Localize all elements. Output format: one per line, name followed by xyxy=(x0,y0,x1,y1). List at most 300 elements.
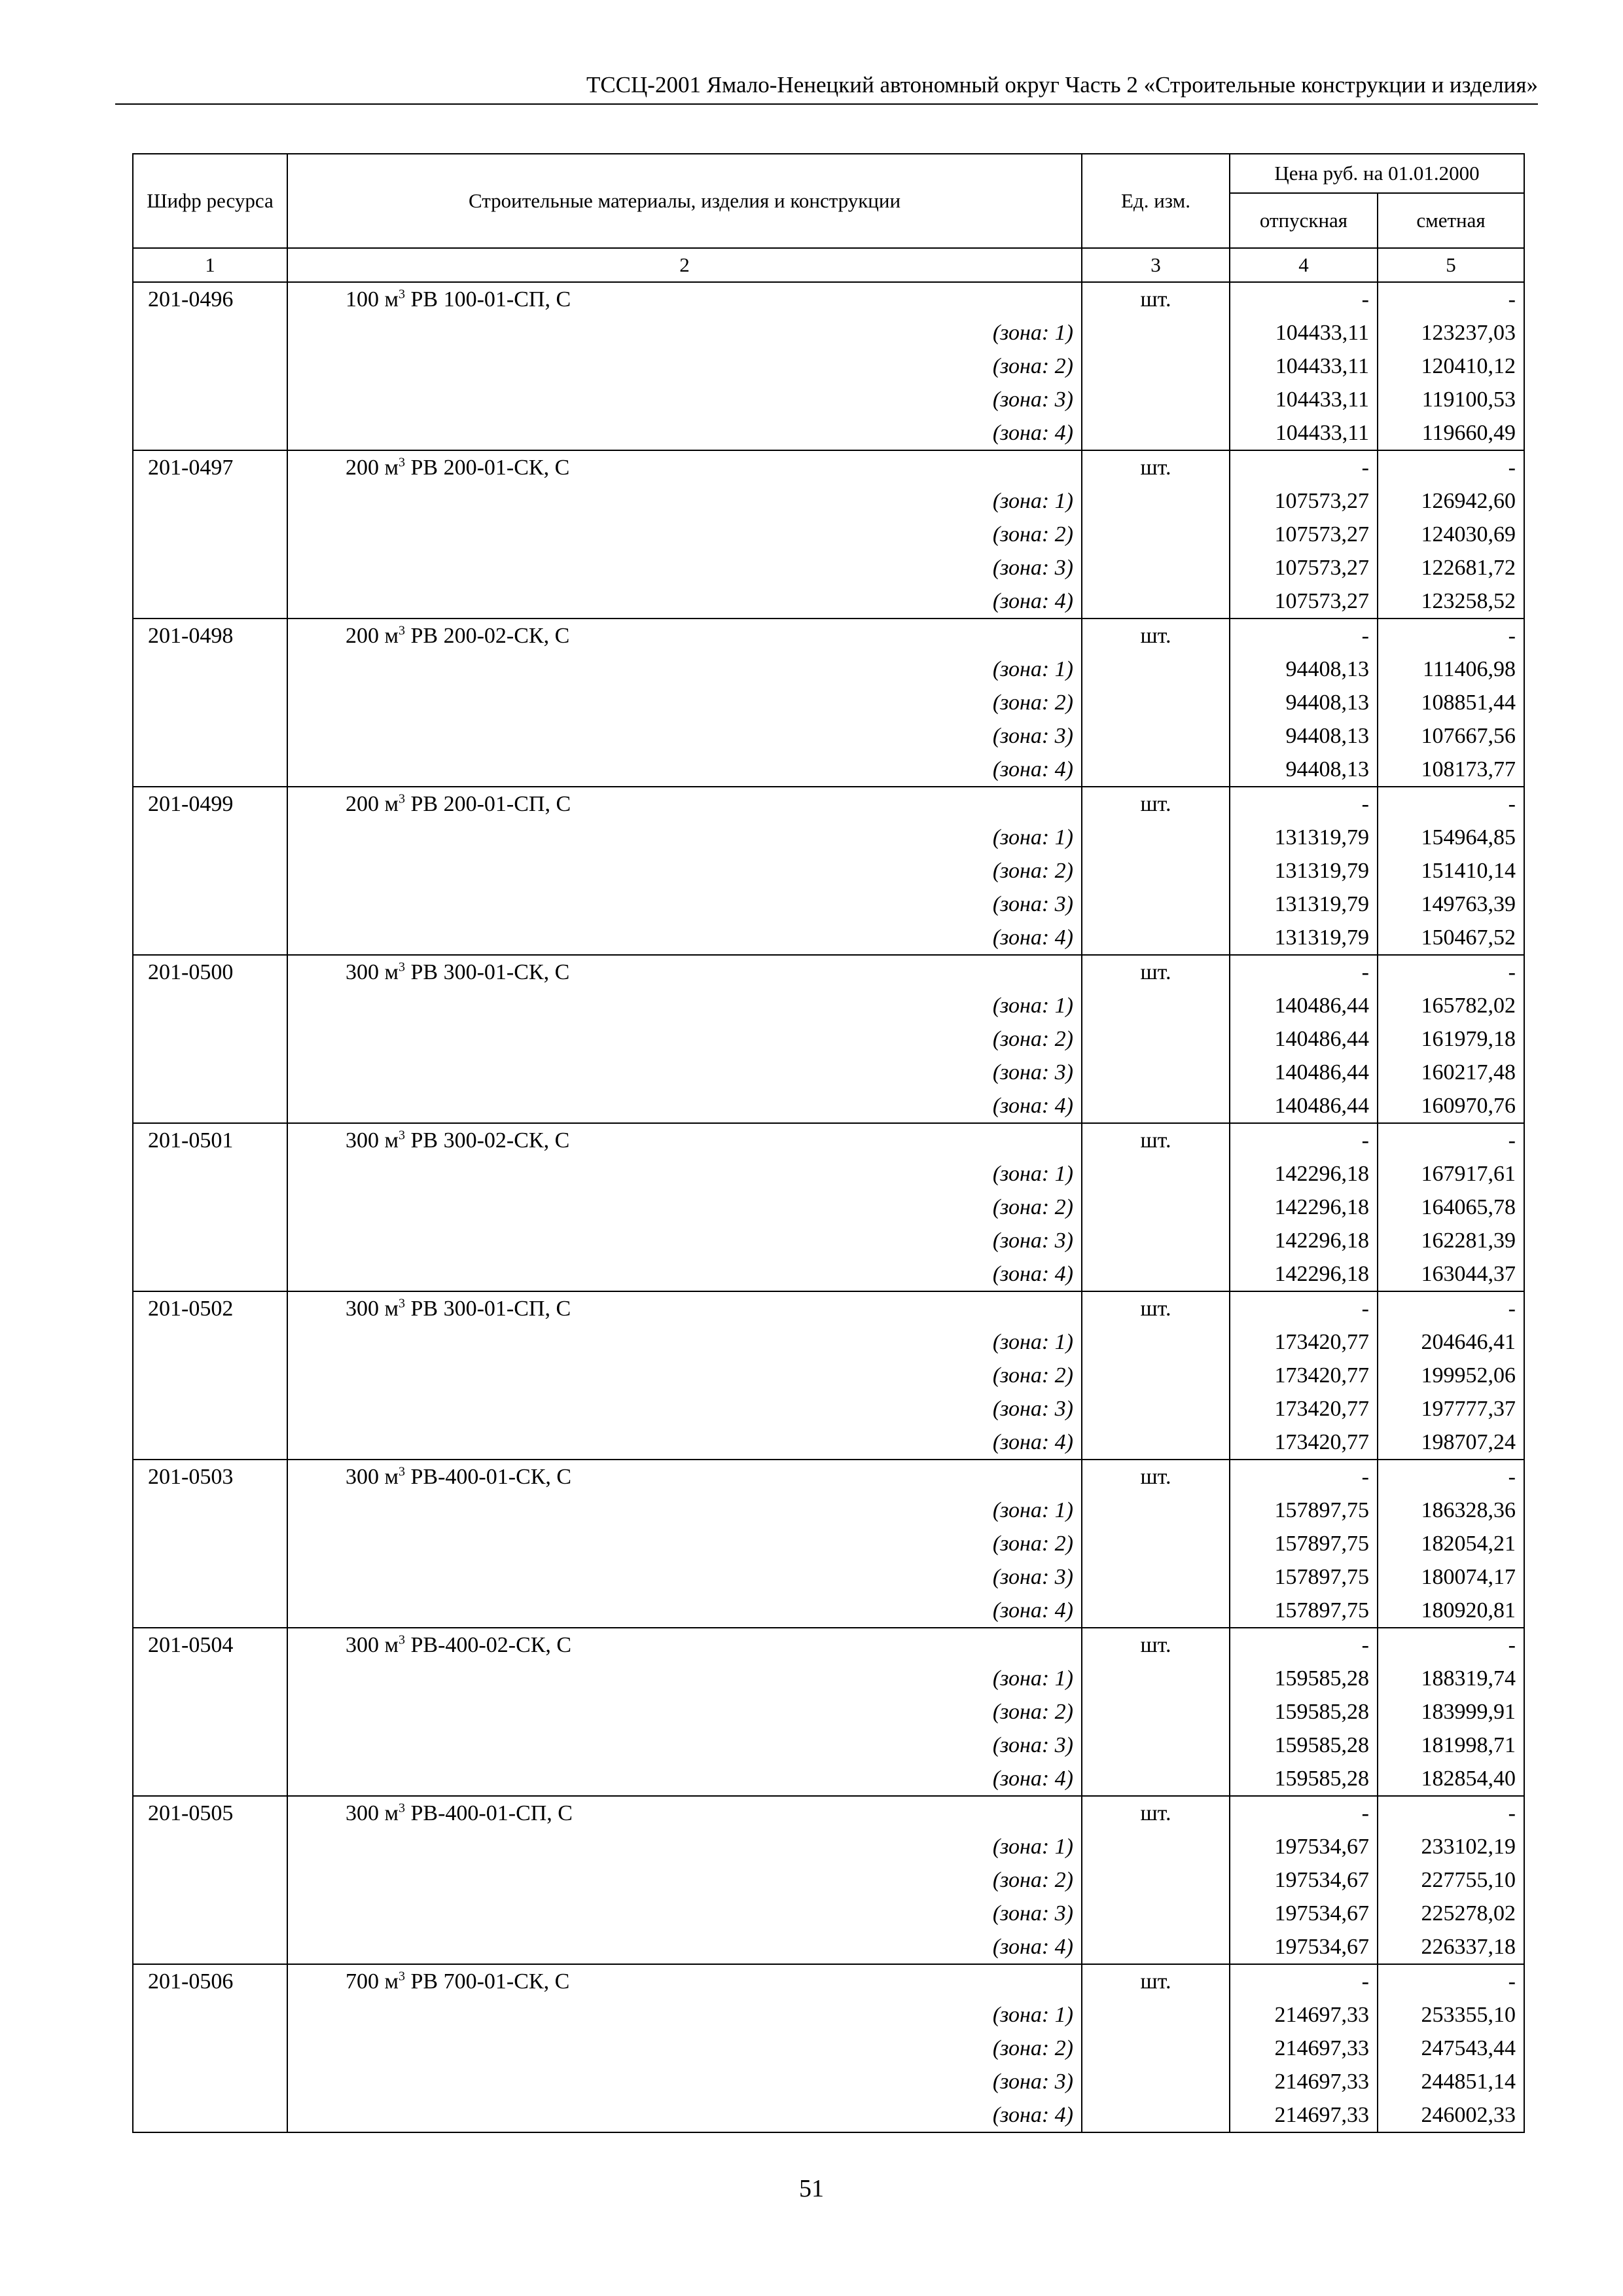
empty-cell xyxy=(1082,1527,1230,1560)
resource-code: 201-0498 xyxy=(133,619,287,653)
estimate-price: 150467,52 xyxy=(1378,921,1524,955)
release-price: 197534,67 xyxy=(1230,1897,1378,1930)
resource-name-superscript: 3 xyxy=(399,1969,406,1984)
zone-label: (зона: 1) xyxy=(287,989,1082,1022)
release-price: 94408,13 xyxy=(1230,753,1378,787)
empty-cell xyxy=(133,1392,287,1426)
resource-code: 201-0505 xyxy=(133,1796,287,1830)
zone-label: (зона: 2) xyxy=(287,854,1082,888)
zone-row xyxy=(133,1863,1524,1897)
release-price: 104433,11 xyxy=(1230,350,1378,383)
resource-name-suffix: РВ-400-01-СК, С xyxy=(405,1465,572,1489)
release-price: 107573,27 xyxy=(1230,484,1378,518)
empty-cell xyxy=(133,383,287,416)
zone-row xyxy=(133,1897,1524,1930)
resource-code: 201-0503 xyxy=(133,1460,287,1494)
release-price: 197534,67 xyxy=(1230,1863,1378,1897)
release-price: - xyxy=(1230,787,1378,821)
zone-row xyxy=(133,1930,1524,1964)
estimate-price: - xyxy=(1378,955,1524,989)
zone-row xyxy=(133,753,1524,787)
estimate-price: 108851,44 xyxy=(1378,686,1524,719)
resource-name-prefix: 300 м xyxy=(346,1633,399,1657)
empty-cell xyxy=(133,1560,287,1594)
empty-cell xyxy=(133,854,287,888)
estimate-price: 149763,39 xyxy=(1378,888,1524,921)
empty-cell xyxy=(1082,584,1230,619)
release-price: 197534,67 xyxy=(1230,1830,1378,1863)
zone-label: (зона: 2) xyxy=(287,1863,1082,1897)
empty-cell xyxy=(133,1022,287,1056)
empty-cell xyxy=(1082,518,1230,551)
zone-label: (зона: 4) xyxy=(287,1594,1082,1628)
resource-name-suffix: РВ 200-01-СК, С xyxy=(405,456,570,480)
column-number: 3 xyxy=(1082,248,1230,282)
empty-cell xyxy=(133,1257,287,1291)
release-price: 157897,75 xyxy=(1230,1494,1378,1527)
empty-cell xyxy=(1082,753,1230,787)
empty-cell xyxy=(1082,316,1230,350)
empty-cell xyxy=(133,1325,287,1359)
estimate-price: 227755,10 xyxy=(1378,1863,1524,1897)
empty-cell xyxy=(1082,416,1230,450)
zone-label: (зона: 2) xyxy=(287,1022,1082,1056)
estimate-price: 119660,49 xyxy=(1378,416,1524,450)
zone-row xyxy=(133,316,1524,350)
zone-row xyxy=(133,1359,1524,1392)
table-row xyxy=(133,1123,1524,1157)
empty-cell xyxy=(133,1157,287,1191)
empty-cell xyxy=(133,1359,287,1392)
empty-cell xyxy=(1082,551,1230,584)
empty-cell xyxy=(1082,1494,1230,1527)
resource-name-superscript: 3 xyxy=(399,791,406,806)
estimate-price: 180920,81 xyxy=(1378,1594,1524,1628)
resource-name xyxy=(287,1796,1082,1830)
empty-cell xyxy=(133,350,287,383)
empty-cell xyxy=(1082,1662,1230,1695)
estimate-price: 111406,98 xyxy=(1378,653,1524,686)
zone-row xyxy=(133,989,1524,1022)
resource-name-superscript: 3 xyxy=(399,623,406,638)
release-price: 173420,77 xyxy=(1230,1426,1378,1460)
table-row xyxy=(133,1964,1524,1998)
estimate-price: 204646,41 xyxy=(1378,1325,1524,1359)
estimate-price: - xyxy=(1378,1460,1524,1494)
empty-cell xyxy=(133,921,287,955)
zone-row xyxy=(133,1695,1524,1729)
zone-row xyxy=(133,1426,1524,1460)
empty-cell xyxy=(1082,2098,1230,2132)
release-price: 140486,44 xyxy=(1230,1089,1378,1123)
column-header-code: Шифр ресурса xyxy=(133,154,287,248)
resource-name-prefix: 200 м xyxy=(346,792,399,816)
zone-row xyxy=(133,1191,1524,1224)
empty-cell xyxy=(1082,1191,1230,1224)
empty-cell xyxy=(1082,1560,1230,1594)
resource-name-prefix: 700 м xyxy=(346,1969,399,1994)
zone-row xyxy=(133,551,1524,584)
unit-of-measure: шт. xyxy=(1082,619,1230,653)
resource-name-prefix: 100 м xyxy=(346,287,399,312)
column-header-estimate-price: сметная xyxy=(1378,193,1524,248)
empty-cell xyxy=(1082,989,1230,1022)
resource-name xyxy=(287,1460,1082,1494)
column-number: 4 xyxy=(1230,248,1378,282)
release-price: 140486,44 xyxy=(1230,989,1378,1022)
table-row xyxy=(133,619,1524,653)
zone-row xyxy=(133,484,1524,518)
zone-row xyxy=(133,2032,1524,2065)
empty-cell xyxy=(133,2032,287,2065)
resource-group xyxy=(133,787,1524,955)
release-price: 159585,28 xyxy=(1230,1729,1378,1762)
estimate-price: 183999,91 xyxy=(1378,1695,1524,1729)
empty-cell xyxy=(133,1191,287,1224)
estimate-price: 188319,74 xyxy=(1378,1662,1524,1695)
resource-name-prefix: 200 м xyxy=(346,456,399,480)
resource-name xyxy=(287,619,1082,653)
resource-name-superscript: 3 xyxy=(399,1801,406,1816)
resource-name-superscript: 3 xyxy=(399,287,406,302)
zone-label: (зона: 1) xyxy=(287,1662,1082,1695)
release-price: 104433,11 xyxy=(1230,383,1378,416)
resource-group xyxy=(133,955,1524,1123)
table-row xyxy=(133,282,1524,316)
release-price: 107573,27 xyxy=(1230,518,1378,551)
empty-cell xyxy=(1082,484,1230,518)
estimate-price: 233102,19 xyxy=(1378,1830,1524,1863)
empty-cell xyxy=(133,1662,287,1695)
estimate-price: - xyxy=(1378,1628,1524,1662)
empty-cell xyxy=(133,1695,287,1729)
zone-label: (зона: 4) xyxy=(287,2098,1082,2132)
estimate-price: 123258,52 xyxy=(1378,584,1524,619)
zone-label: (зона: 3) xyxy=(287,1056,1082,1089)
zone-label: (зона: 2) xyxy=(287,1359,1082,1392)
empty-cell xyxy=(133,1527,287,1560)
empty-cell xyxy=(133,1089,287,1123)
resource-code: 201-0496 xyxy=(133,282,287,316)
resource-name-superscript: 3 xyxy=(399,1296,406,1311)
release-price: 104433,11 xyxy=(1230,416,1378,450)
empty-cell xyxy=(1082,1863,1230,1897)
resource-name-prefix: 300 м xyxy=(346,1465,399,1489)
estimate-price: 124030,69 xyxy=(1378,518,1524,551)
estimate-price: - xyxy=(1378,450,1524,484)
release-price: - xyxy=(1230,955,1378,989)
empty-cell xyxy=(1082,1426,1230,1460)
zone-row xyxy=(133,383,1524,416)
estimate-price: 126942,60 xyxy=(1378,484,1524,518)
estimate-price: 123237,03 xyxy=(1378,316,1524,350)
empty-cell xyxy=(133,888,287,921)
estimate-price: 181998,71 xyxy=(1378,1729,1524,1762)
release-price: 173420,77 xyxy=(1230,1392,1378,1426)
zone-label: (зона: 3) xyxy=(287,888,1082,921)
resource-name-suffix: РВ-400-01-СП, С xyxy=(405,1801,573,1825)
resource-name-prefix: 300 м xyxy=(346,960,399,984)
release-price: 214697,33 xyxy=(1230,2098,1378,2132)
table-row xyxy=(133,1291,1524,1325)
empty-cell xyxy=(133,653,287,686)
zone-row xyxy=(133,1022,1524,1056)
zone-row xyxy=(133,686,1524,719)
zone-label: (зона: 2) xyxy=(287,1527,1082,1560)
release-price: - xyxy=(1230,282,1378,316)
unit-of-measure: шт. xyxy=(1082,1796,1230,1830)
unit-of-measure: шт. xyxy=(1082,955,1230,989)
zone-label: (зона: 4) xyxy=(287,1762,1082,1796)
estimate-price: 160217,48 xyxy=(1378,1056,1524,1089)
zone-row xyxy=(133,821,1524,854)
release-price: 142296,18 xyxy=(1230,1157,1378,1191)
empty-cell xyxy=(133,2098,287,2132)
empty-cell xyxy=(133,821,287,854)
zone-row xyxy=(133,1527,1524,1560)
resource-name xyxy=(287,1291,1082,1325)
empty-cell xyxy=(1082,1224,1230,1257)
page-header: ТССЦ-2001 Ямало-Ненецкий автономный округ Часть 2 «Строительные конструкции и изделия» xyxy=(115,71,1538,105)
resource-code: 201-0502 xyxy=(133,1291,287,1325)
zone-row xyxy=(133,719,1524,753)
empty-cell xyxy=(1082,1089,1230,1123)
column-number: 5 xyxy=(1378,248,1524,282)
zone-row xyxy=(133,416,1524,450)
empty-cell xyxy=(1082,1729,1230,1762)
zone-label: (зона: 2) xyxy=(287,518,1082,551)
release-price: - xyxy=(1230,1628,1378,1662)
resource-name xyxy=(287,1123,1082,1157)
zone-row xyxy=(133,888,1524,921)
resource-group xyxy=(133,619,1524,787)
estimate-price: - xyxy=(1378,619,1524,653)
zone-label: (зона: 1) xyxy=(287,484,1082,518)
estimate-price: - xyxy=(1378,1964,1524,1998)
resource-name-suffix: РВ-400-02-СК, С xyxy=(405,1633,572,1657)
release-price: 214697,33 xyxy=(1230,2065,1378,2098)
zone-label: (зона: 4) xyxy=(287,416,1082,450)
empty-cell xyxy=(133,1594,287,1628)
zone-label: (зона: 1) xyxy=(287,1830,1082,1863)
column-header-release-price: отпускная xyxy=(1230,193,1378,248)
resource-name-superscript: 3 xyxy=(399,1632,406,1647)
estimate-price: 180074,17 xyxy=(1378,1560,1524,1594)
release-price: 104433,11 xyxy=(1230,316,1378,350)
zone-row xyxy=(133,1729,1524,1762)
release-price: 197534,67 xyxy=(1230,1930,1378,1964)
zone-label: (зона: 4) xyxy=(287,584,1082,619)
empty-cell xyxy=(1082,1157,1230,1191)
empty-cell xyxy=(1082,1897,1230,1930)
empty-cell xyxy=(133,1998,287,2032)
empty-cell xyxy=(133,1729,287,1762)
resource-name-suffix: РВ 200-02-СК, С xyxy=(405,624,570,648)
zone-row xyxy=(133,921,1524,955)
zone-label: (зона: 2) xyxy=(287,686,1082,719)
zone-row xyxy=(133,1224,1524,1257)
resource-name-suffix: РВ 100-01-СП, С xyxy=(405,287,571,312)
release-price: 142296,18 xyxy=(1230,1257,1378,1291)
release-price: - xyxy=(1230,450,1378,484)
release-price: 140486,44 xyxy=(1230,1022,1378,1056)
estimate-price: 182854,40 xyxy=(1378,1762,1524,1796)
empty-cell xyxy=(1082,854,1230,888)
estimate-price: - xyxy=(1378,1123,1524,1157)
estimate-price: 225278,02 xyxy=(1378,1897,1524,1930)
estimate-price: 154964,85 xyxy=(1378,821,1524,854)
zone-row xyxy=(133,1325,1524,1359)
release-price: 140486,44 xyxy=(1230,1056,1378,1089)
resource-group xyxy=(133,1796,1524,1964)
resource-name-superscript: 3 xyxy=(399,960,406,975)
empty-cell xyxy=(1082,383,1230,416)
resource-name xyxy=(287,955,1082,989)
resource-name-prefix: 300 м xyxy=(346,1128,399,1153)
zone-label: (зона: 3) xyxy=(287,551,1082,584)
zone-row xyxy=(133,1998,1524,2032)
zone-label: (зона: 1) xyxy=(287,1157,1082,1191)
empty-cell xyxy=(1082,1830,1230,1863)
release-price: - xyxy=(1230,1291,1378,1325)
release-price: - xyxy=(1230,619,1378,653)
empty-cell xyxy=(133,1930,287,1964)
empty-cell xyxy=(133,989,287,1022)
zone-row xyxy=(133,1560,1524,1594)
release-price: 159585,28 xyxy=(1230,1762,1378,1796)
empty-cell xyxy=(1082,921,1230,955)
resource-group xyxy=(133,450,1524,619)
empty-cell xyxy=(1082,1930,1230,1964)
empty-cell xyxy=(1082,2065,1230,2098)
resource-code: 201-0501 xyxy=(133,1123,287,1157)
estimate-price: 122681,72 xyxy=(1378,551,1524,584)
empty-cell xyxy=(133,2065,287,2098)
empty-cell xyxy=(1082,1359,1230,1392)
zone-row xyxy=(133,653,1524,686)
zone-label: (зона: 3) xyxy=(287,1897,1082,1930)
estimate-price: 186328,36 xyxy=(1378,1494,1524,1527)
resource-name xyxy=(287,450,1082,484)
estimate-price: - xyxy=(1378,282,1524,316)
resource-name-suffix: РВ 200-01-СП, С xyxy=(405,792,571,816)
empty-cell xyxy=(1082,821,1230,854)
unit-of-measure: шт. xyxy=(1082,1964,1230,1998)
empty-cell xyxy=(133,719,287,753)
empty-cell xyxy=(133,1494,287,1527)
resource-name-prefix: 300 м xyxy=(346,1297,399,1321)
zone-label: (зона: 2) xyxy=(287,1191,1082,1224)
release-price: 131319,79 xyxy=(1230,821,1378,854)
zone-label: (зона: 4) xyxy=(287,1089,1082,1123)
zone-label: (зона: 3) xyxy=(287,1392,1082,1426)
zone-label: (зона: 3) xyxy=(287,383,1082,416)
zone-label: (зона: 1) xyxy=(287,316,1082,350)
zone-label: (зона: 1) xyxy=(287,1998,1082,2032)
zone-label: (зона: 4) xyxy=(287,921,1082,955)
empty-cell xyxy=(1082,1056,1230,1089)
release-price: 157897,75 xyxy=(1230,1560,1378,1594)
estimate-price: 108173,77 xyxy=(1378,753,1524,787)
release-price: - xyxy=(1230,1460,1378,1494)
zone-row xyxy=(133,1762,1524,1796)
release-price: 157897,75 xyxy=(1230,1527,1378,1560)
release-price: 142296,18 xyxy=(1230,1224,1378,1257)
release-price: 157897,75 xyxy=(1230,1594,1378,1628)
zone-row xyxy=(133,350,1524,383)
empty-cell xyxy=(1082,719,1230,753)
column-number: 1 xyxy=(133,248,287,282)
empty-cell xyxy=(1082,1998,1230,2032)
resource-group xyxy=(133,1460,1524,1628)
zone-label: (зона: 3) xyxy=(287,1224,1082,1257)
resource-code: 201-0506 xyxy=(133,1964,287,1998)
zone-row xyxy=(133,518,1524,551)
empty-cell xyxy=(133,1056,287,1089)
estimate-price: - xyxy=(1378,787,1524,821)
resource-group xyxy=(133,282,1524,450)
release-price: 131319,79 xyxy=(1230,854,1378,888)
empty-cell xyxy=(133,316,287,350)
resource-name xyxy=(287,1964,1082,1998)
resource-name-suffix: РВ 300-02-СК, С xyxy=(405,1128,570,1153)
release-price: 142296,18 xyxy=(1230,1191,1378,1224)
estimate-price: 161979,18 xyxy=(1378,1022,1524,1056)
zone-label: (зона: 2) xyxy=(287,350,1082,383)
empty-cell xyxy=(1082,1695,1230,1729)
estimate-price: 163044,37 xyxy=(1378,1257,1524,1291)
resource-name xyxy=(287,787,1082,821)
estimate-price: 253355,10 xyxy=(1378,1998,1524,2032)
resource-name xyxy=(287,282,1082,316)
empty-cell xyxy=(1082,1257,1230,1291)
estimate-price: 198707,24 xyxy=(1378,1426,1524,1460)
empty-cell xyxy=(1082,1762,1230,1796)
zone-row xyxy=(133,1257,1524,1291)
table-row xyxy=(133,787,1524,821)
empty-cell xyxy=(133,484,287,518)
release-price: 173420,77 xyxy=(1230,1325,1378,1359)
empty-cell xyxy=(1082,888,1230,921)
page-number: 51 xyxy=(799,2175,824,2202)
zone-row xyxy=(133,1662,1524,1695)
estimate-price: 164065,78 xyxy=(1378,1191,1524,1224)
estimate-price: 162281,39 xyxy=(1378,1224,1524,1257)
release-price: 131319,79 xyxy=(1230,921,1378,955)
estimate-price: 226337,18 xyxy=(1378,1930,1524,1964)
empty-cell xyxy=(133,1426,287,1460)
zone-row xyxy=(133,1157,1524,1191)
unit-of-measure: шт. xyxy=(1082,1291,1230,1325)
table-row xyxy=(133,1796,1524,1830)
empty-cell xyxy=(133,753,287,787)
empty-cell xyxy=(133,1224,287,1257)
column-header-price-group: Цена руб. на 01.01.2000 xyxy=(1230,154,1524,193)
unit-of-measure: шт. xyxy=(1082,282,1230,316)
estimate-price: 197777,37 xyxy=(1378,1392,1524,1426)
empty-cell xyxy=(1082,2032,1230,2065)
estimate-price: 247543,44 xyxy=(1378,2032,1524,2065)
resource-name-suffix: РВ 300-01-СК, С xyxy=(405,960,570,984)
zone-label: (зона: 4) xyxy=(287,1426,1082,1460)
resource-code: 201-0504 xyxy=(133,1628,287,1662)
zone-row xyxy=(133,1392,1524,1426)
zone-row xyxy=(133,854,1524,888)
empty-cell xyxy=(1082,653,1230,686)
estimate-price: 119100,53 xyxy=(1378,383,1524,416)
release-price: 173420,77 xyxy=(1230,1359,1378,1392)
estimate-price: 167917,61 xyxy=(1378,1157,1524,1191)
